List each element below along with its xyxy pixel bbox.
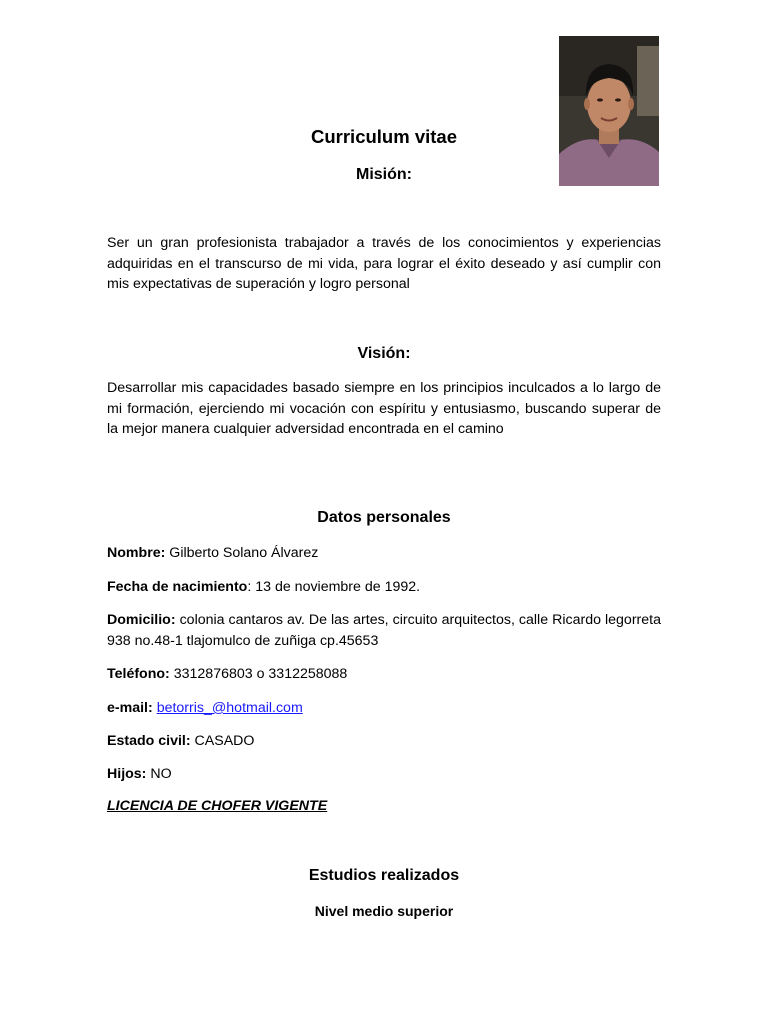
email-field: [107, 698, 661, 719]
email-link[interactable]: betorris_@hotmail.com: [156, 700, 303, 716]
personal-data-heading: Datos personales: [317, 509, 451, 526]
email-label: e-mail:: [107, 700, 153, 716]
nombre-label: Nombre:: [107, 545, 166, 561]
mision-heading: Misión:: [356, 166, 412, 183]
vision-heading: Visión:: [357, 345, 411, 362]
fecha-value: : 13 de noviembre de 1992.: [247, 579, 421, 595]
estado-civil-label: Estado civil:: [107, 733, 191, 749]
hijos-value: NO: [146, 766, 172, 782]
hijos-field: [107, 764, 661, 785]
nombre-value: Gilberto Solano Álvarez: [165, 545, 319, 561]
domicilio-field: [107, 610, 661, 651]
portrait-photo-icon: [559, 36, 659, 186]
nombre-field: [107, 543, 661, 564]
domicilio-value: colonia cantaros av. De las artes, circuito arquitectos, calle Ricardo legorreta 938 no.48-1 tlajomulco de zuñiga cp.45653: [107, 612, 661, 649]
fecha-field: [107, 577, 661, 598]
telefono-value: 3312876803 o 3312258088: [169, 666, 348, 682]
hijos-label: Hijos:: [107, 766, 147, 782]
mision-text: Ser un gran profesionista trabajador a través de los conocimientos y experiencias adquiridas en el transcurso de mi vida, para lograr el éxito deseado y así cumplir con mis expectativas de superación y logro personal: [107, 235, 661, 293]
fecha-label: Fecha de nacimiento: [107, 579, 248, 595]
domicilio-label: Domicilio:: [107, 612, 176, 628]
studies-heading: Estudios realizados: [308, 867, 460, 884]
estado-civil-value: CASADO: [190, 733, 255, 749]
estado-civil-field: [107, 731, 661, 752]
telefono-field: [107, 664, 661, 685]
profile-photo: [559, 36, 659, 186]
license-notice: LICENCIA DE CHOFER VIGENTE: [107, 798, 328, 814]
telefono-label: Teléfono:: [107, 666, 170, 682]
studies-level-heading: Nivel medio superior: [314, 903, 454, 919]
document-title: Curriculum vitae: [311, 126, 457, 147]
vision-text: Desarrollar mis capacidades basado siempre en los principios inculcados a lo largo de mi formación, ejerciendo mi vocación con espíritu y entusiasmo, buscando superar de la mejor manera cualquier adversidad encontrada en el camino: [107, 380, 661, 438]
